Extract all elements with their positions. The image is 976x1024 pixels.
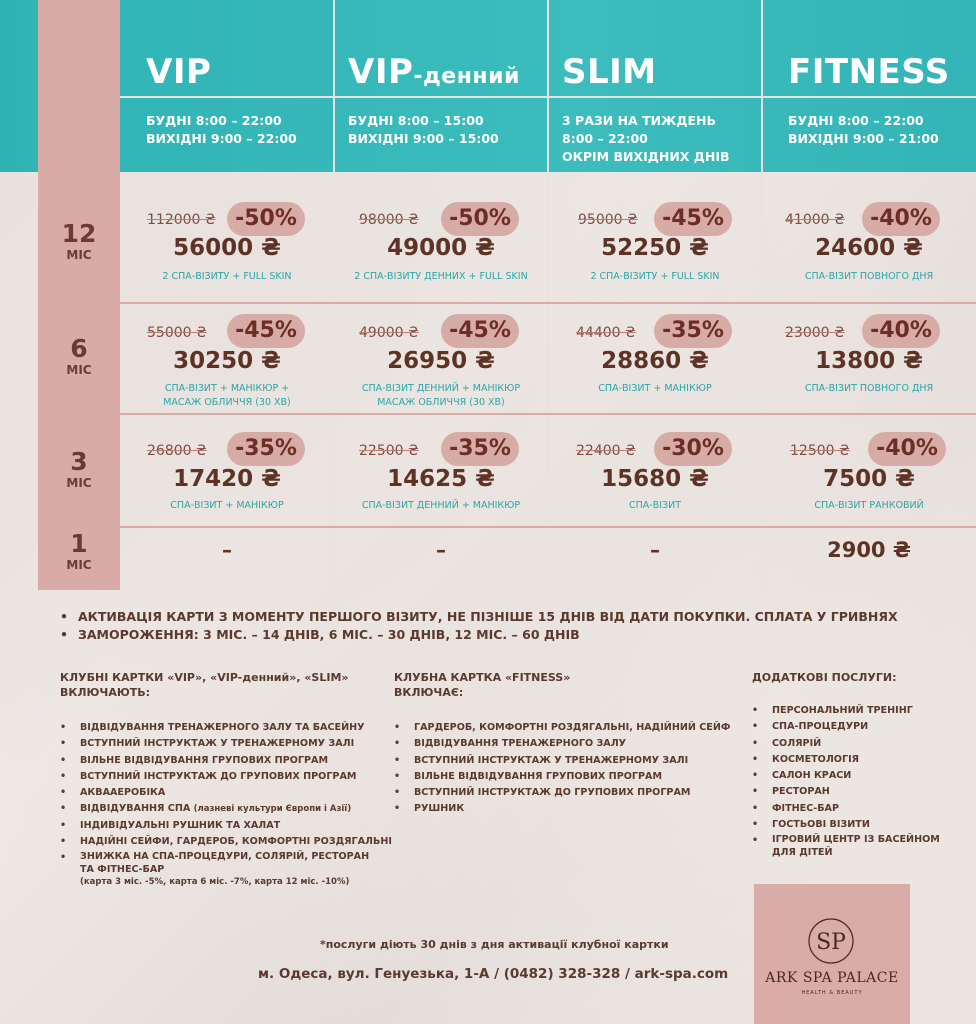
terms-list	[60, 608, 898, 644]
list-item: • ІНДИВІДУАЛЬНІ РУШНИК ТА ХАЛАТ	[60, 818, 392, 834]
not-available: –	[222, 538, 232, 562]
price-cell	[548, 310, 762, 414]
plan-name: FITNESS	[788, 52, 950, 92]
old-price: 98000 ₴	[359, 212, 419, 228]
extra-services-list	[752, 703, 940, 859]
discount-badge: -50%	[227, 202, 305, 236]
price: 26950 ₴	[387, 348, 495, 374]
old-price: 112000 ₴	[147, 212, 216, 228]
list-item: • ЗНИЖКА НА СПА-ПРОЦЕДУРИ, СОЛЯРІЙ, РЕСТОРАН ТА ФІТНЕС-БАР (карта 3 міс. -5%, карта 6 міс. -7%, карта 12 міс. -10%)	[60, 850, 392, 888]
list-item: • СОЛЯРІЙ	[752, 736, 940, 752]
brand-logo-block	[754, 884, 910, 1024]
old-price: 55000 ₴	[147, 325, 207, 341]
price: 30250 ₴	[173, 348, 281, 374]
list-item: • РЕСТОРАН	[752, 784, 940, 800]
plan-hours: БУДНІ 8:00 – 22:00 ВИХІДНІ 9:00 – 22:00	[146, 113, 297, 146]
list-item: • ВІЛЬНЕ ВІДВІДУВАННЯ ГРУПОВИХ ПРОГРАМ	[394, 769, 730, 785]
old-price: 12500 ₴	[790, 443, 850, 459]
extra-services-heading: ДОДАТКОВІ ПОСЛУГИ:	[752, 671, 897, 684]
price-cell	[120, 528, 334, 590]
price-cell	[548, 528, 762, 590]
price: 56000 ₴	[173, 235, 281, 261]
list-item: • НАДІЙНІ СЕЙФИ, ГАРДЕРОБ, КОМФОРТНІ РОЗДЯГАЛЬНІ	[60, 834, 392, 850]
old-price: 23000 ₴	[785, 325, 845, 341]
monogram-text: SP	[816, 930, 846, 955]
price-cell	[120, 428, 334, 526]
discount-badge: -35%	[441, 432, 519, 466]
list-item: • ВІДВІДУВАННЯ ТРЕНАЖЕРНОГО ЗАЛУ ТА БАСЕЙНУ	[60, 720, 392, 736]
plan-hours: БУДНІ 8:00 – 22:00 ВИХІДНІ 9:00 – 21:00	[788, 113, 939, 146]
price: 28860 ₴	[601, 348, 709, 374]
brand-name: ARK SPA PALACE	[765, 970, 899, 986]
old-price: 44400 ₴	[576, 325, 636, 341]
discount-badge: -45%	[227, 314, 305, 348]
price: 52250 ₴	[601, 235, 709, 261]
list-item: • ФІТНЕС-БАР	[752, 801, 940, 817]
plan-name: VIP-денний	[348, 52, 520, 92]
price: 24600 ₴	[815, 235, 923, 261]
monogram-icon	[806, 916, 856, 966]
price-cell	[334, 196, 548, 302]
discount-badge: -40%	[862, 314, 940, 348]
duration-12-label: 12 МІС	[61, 219, 97, 262]
grid-divider	[120, 96, 976, 98]
price-cell	[762, 196, 976, 302]
package-note: СПА-ВІЗИТ + МАНІКЮР	[170, 500, 284, 511]
price-cell	[762, 310, 976, 414]
list-item: • ВСТУПНИЙ ІНСТРУКТАЖ У ТРЕНАЖЕРНОМУ ЗАЛІ	[394, 753, 730, 769]
list-item: • ПЕРСОНАЛЬНИЙ ТРЕНІНГ	[752, 703, 940, 719]
list-item: • ІГРОВИЙ ЦЕНТР ІЗ БАСЕЙНОМ ДЛЯ ДІТЕЙ	[752, 833, 940, 859]
package-note: СПА-ВІЗИТ ПОВНОГО ДНЯ	[804, 271, 934, 282]
list-item: • САЛОН КРАСИ	[752, 768, 940, 784]
package-note: 2 СПА-ВІЗИТУ + FULL SKIN	[162, 271, 292, 282]
price: 14625 ₴	[387, 466, 495, 492]
price: 7500 ₴	[823, 466, 915, 492]
duration-column	[38, 0, 120, 590]
brand-tagline: HEALTH & BEAUTY	[801, 990, 863, 996]
footnote: *послуги діють 30 днів з дня активації клубної картки	[320, 938, 669, 951]
discount-badge: -40%	[862, 202, 940, 236]
plan-hours: БУДНІ 8:00 – 15:00 ВИХІДНІ 9:00 – 15:00	[348, 113, 499, 146]
list-item: • ВІДВІДУВАННЯ ТРЕНАЖЕРНОГО ЗАЛУ	[394, 736, 730, 752]
price: 17420 ₴	[173, 466, 281, 492]
duration-6-label: 6 МІС	[66, 334, 92, 377]
old-price: 95000 ₴	[578, 212, 638, 228]
package-note: СПА-ВІЗИТ + МАНІКЮР +	[164, 383, 290, 394]
price-cell	[762, 428, 976, 526]
discount-badge: -50%	[441, 202, 519, 236]
terms-item: • ЗАМОРОЖЕННЯ: 3 МІС. – 14 ДНІВ, 6 МІС. – 30 ДНІВ, 12 МІС. – 60 ДНІВ	[60, 626, 898, 644]
plan-name: VIP	[146, 52, 212, 92]
duration-3-label: 3 МІС	[66, 447, 92, 490]
grid-divider	[120, 302, 976, 304]
old-price: 26800 ₴	[147, 443, 207, 459]
discount-badge: -30%	[654, 432, 732, 466]
list-item: • СПА-ПРОЦЕДУРИ	[752, 719, 940, 735]
list-item: • РУШНИК	[394, 801, 730, 817]
package-note: 2 СПА-ВІЗИТУ ДЕННИХ + FULL SKIN	[354, 271, 528, 282]
price-cell	[548, 428, 762, 526]
old-price: 49000 ₴	[359, 325, 419, 341]
price-cell	[762, 528, 976, 590]
list-item: • ГОСТЬОВІ ВІЗИТИ	[752, 817, 940, 833]
not-available: –	[436, 538, 446, 562]
price-cell	[334, 310, 548, 414]
price-cell	[334, 528, 548, 590]
vip-cards-features	[60, 720, 392, 888]
not-available: –	[650, 538, 660, 562]
discount-badge: -40%	[868, 432, 946, 466]
discount-badge: -45%	[654, 202, 732, 236]
list-item: • ВСТУПНИЙ ІНСТРУКТАЖ ДО ГРУПОВИХ ПРОГРАМ	[60, 769, 392, 785]
price-cell	[120, 310, 334, 414]
list-item: • АКВААЕРОБІКА	[60, 785, 392, 801]
package-note: МАСАЖ ОБЛИЧЧЯ (30 ХВ)	[377, 397, 505, 408]
package-note: 2 СПА-ВІЗИТУ + FULL SKIN	[590, 271, 720, 282]
old-price: 41000 ₴	[785, 212, 845, 228]
price-cell	[120, 196, 334, 302]
package-note: СПА-ВІЗИТ РАНКОВИЙ	[814, 500, 924, 511]
package-note: СПА-ВІЗИТ ДЕННИЙ + МАНІКЮР	[361, 500, 521, 511]
list-item: • ГАРДЕРОБ, КОМФОРТНІ РОЗДЯГАЛЬНІ, НАДІЙНИЙ СЕЙФ	[394, 720, 730, 736]
price: 49000 ₴	[387, 235, 495, 261]
price-cell	[548, 196, 762, 302]
price: 13800 ₴	[815, 348, 923, 374]
vip-cards-heading: КЛУБНІ КАРТКИ «VIP», «VIP-денний», «SLIM» ВКЛЮЧАЮТЬ:	[60, 671, 349, 699]
list-item: • ВСТУПНИЙ ІНСТРУКТАЖ У ТРЕНАЖЕРНОМУ ЗАЛІ	[60, 736, 392, 752]
discount-badge: -35%	[654, 314, 732, 348]
price: 15680 ₴	[601, 466, 709, 492]
duration-1-label: 1 МІС	[66, 529, 92, 572]
package-note: СПА-ВІЗИТ + МАНІКЮР	[598, 383, 712, 394]
contact-address: м. Одеса, вул. Генуезька, 1-А / (0482) 328-328 / ark-spa.com	[258, 966, 729, 982]
plan-hours: 3 РАЗИ НА ТИЖДЕНЬ 8:00 – 22:00 ОКРІМ ВИХІДНИХ ДНІВ	[562, 113, 730, 164]
price: 2900 ₴	[827, 538, 911, 562]
discount-badge: -45%	[441, 314, 519, 348]
list-item: • КОСМЕТОЛОГІЯ	[752, 752, 940, 768]
discount-badge: -35%	[227, 432, 305, 466]
terms-item: • АКТИВАЦІЯ КАРТИ З МОМЕНТУ ПЕРШОГО ВІЗИТУ, НЕ ПІЗНІШЕ 15 ДНІВ ВІД ДАТИ ПОКУПКИ. СПЛАТА У ГРИВНЯХ	[60, 608, 898, 626]
package-note: СПА-ВІЗИТ ПОВНОГО ДНЯ	[804, 383, 934, 394]
package-note: СПА-ВІЗИТ	[628, 500, 682, 511]
fitness-card-features	[394, 720, 730, 818]
package-note: МАСАЖ ОБЛИЧЧЯ (30 ХВ)	[163, 397, 291, 408]
plan-name: SLIM	[562, 52, 657, 92]
package-note: СПА-ВІЗИТ ДЕННИЙ + МАНІКЮР	[361, 383, 521, 394]
list-item: • ВІДВІДУВАННЯ СПА (лазневі культури Європи і Азії)	[60, 801, 392, 817]
old-price: 22500 ₴	[359, 443, 419, 459]
list-item: • ВСТУПНИЙ ІНСТРУКТАЖ ДО ГРУПОВИХ ПРОГРАМ	[394, 785, 730, 801]
old-price: 22400 ₴	[576, 443, 636, 459]
list-item: • ВІЛЬНЕ ВІДВІДУВАННЯ ГРУПОВИХ ПРОГРАМ	[60, 753, 392, 769]
price-cell	[334, 428, 548, 526]
fitness-card-heading: КЛУБНА КАРТКА «FITNESS» ВКЛЮЧАЄ:	[394, 671, 571, 699]
